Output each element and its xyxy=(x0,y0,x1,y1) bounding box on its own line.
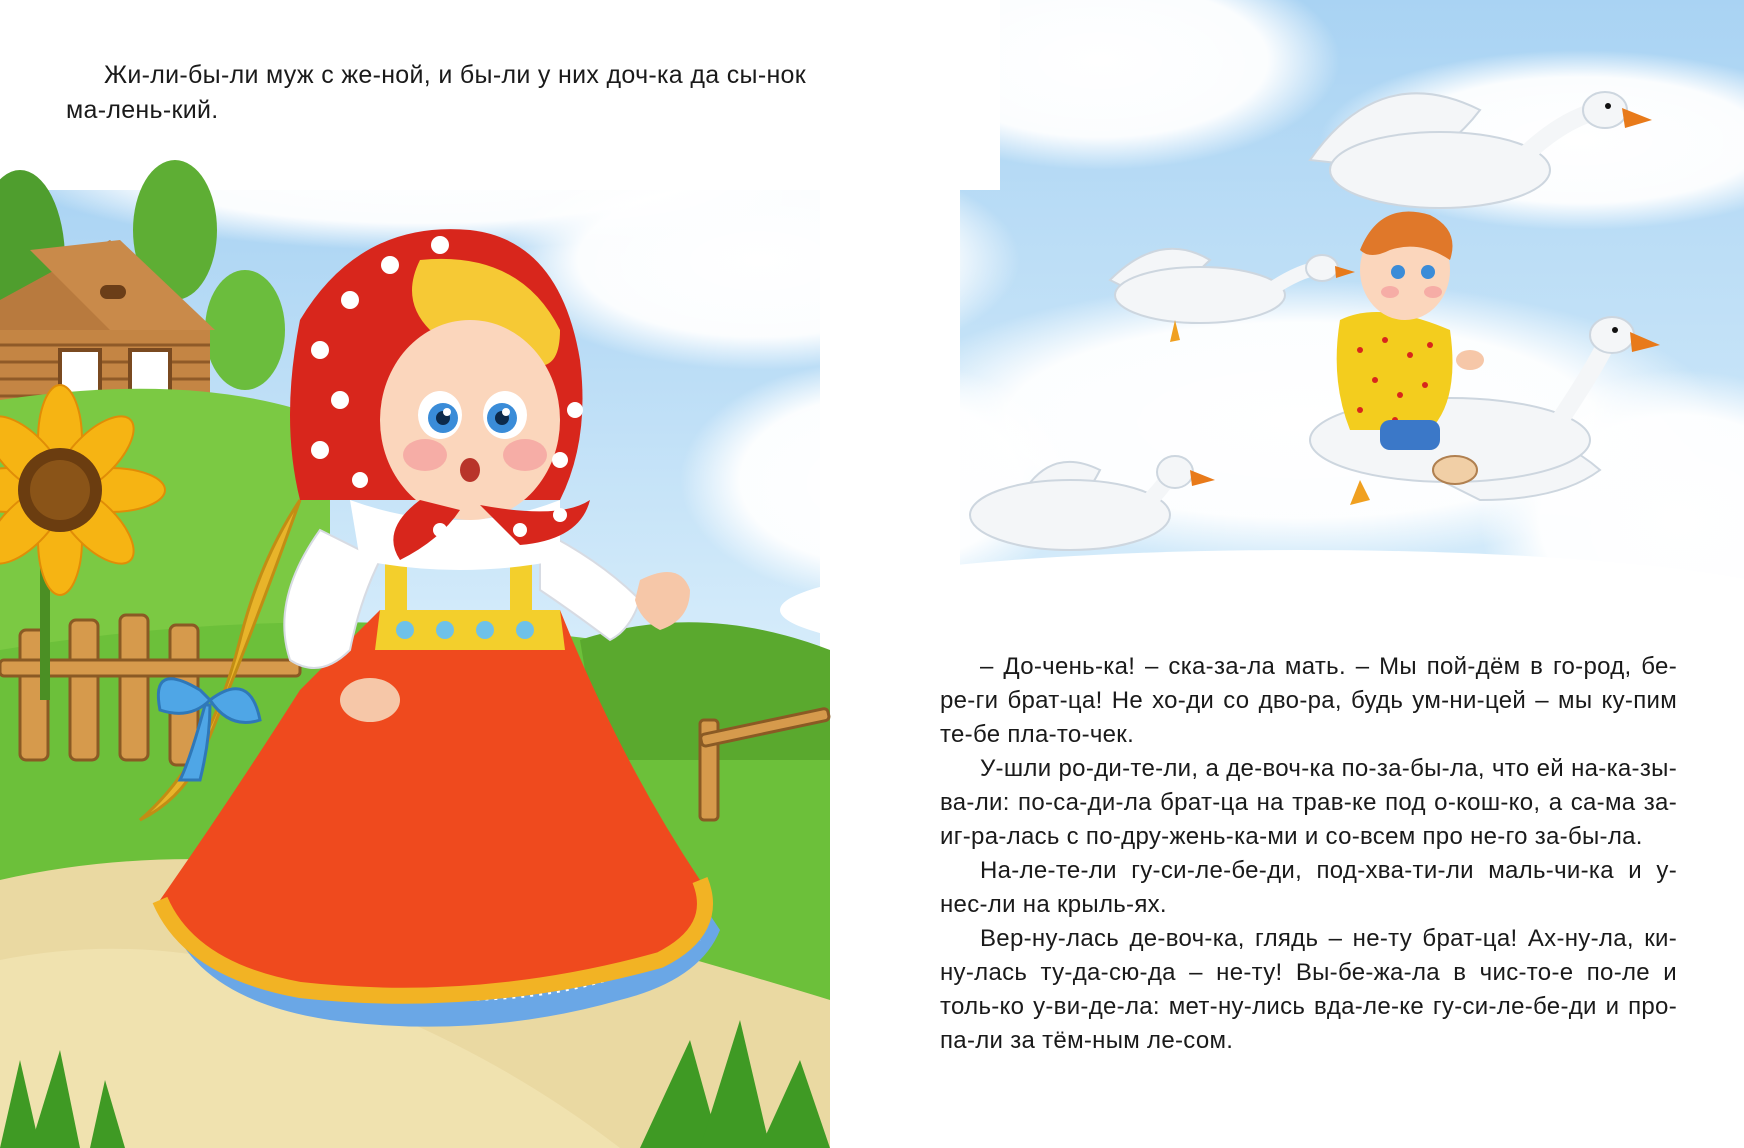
story-paragraph: На-ле-те-ли гу-си-ле-бе-ди, под-хва-ти-ли маль-чи-ка и у-нес-ли на крыль-ях. xyxy=(940,857,1677,918)
flying-swan-geese xyxy=(970,92,1660,550)
intro-text: Жи-ли-бы-ли муж с же-ной, и бы-ли у них доч-ка да сы-нок ма-лень-кий. xyxy=(66,61,806,124)
goose-top xyxy=(1310,92,1652,208)
story-text xyxy=(940,650,1677,1058)
goose-left xyxy=(1110,249,1355,342)
story-paragraph: У-шли ро-ди-те-ли, а де-воч-ка по-за-бы-ла, что ей на-ка-зы-ва-ли: по-са-ди-ла брат-ца на трав-ке под о-кош-ко, а са-ма за-иг-ра-лась с по-дру-жень-ка-ми и со-всем про не-го за-бы-ла. xyxy=(940,755,1677,850)
story-paragraph: – До-чень-ка! – ска-за-ла мать. – Мы пой-дём в го-род, бе-ре-ги брат-ца! Не хо-ди со дво-ра, будь ум-ни-цей – мы ку-пим те-бе пла-то-чек. xyxy=(940,653,1677,748)
story-paragraph: Вер-ну-лась де-воч-ка, глядь – не-ту брат-ца! Ах-ну-ла, ки-ну-лась ту-да-сю-да – не-ту! Вы-бе-жа-ла в чис-то-е по-ле и толь-ко у-ви-де-ла: мет-ну-лись вда-ле-ке гу-си-ле-бе-ди и про-па-ли за тём-ным ле-сом. xyxy=(940,925,1677,1054)
goose-bottom-left xyxy=(970,456,1215,550)
